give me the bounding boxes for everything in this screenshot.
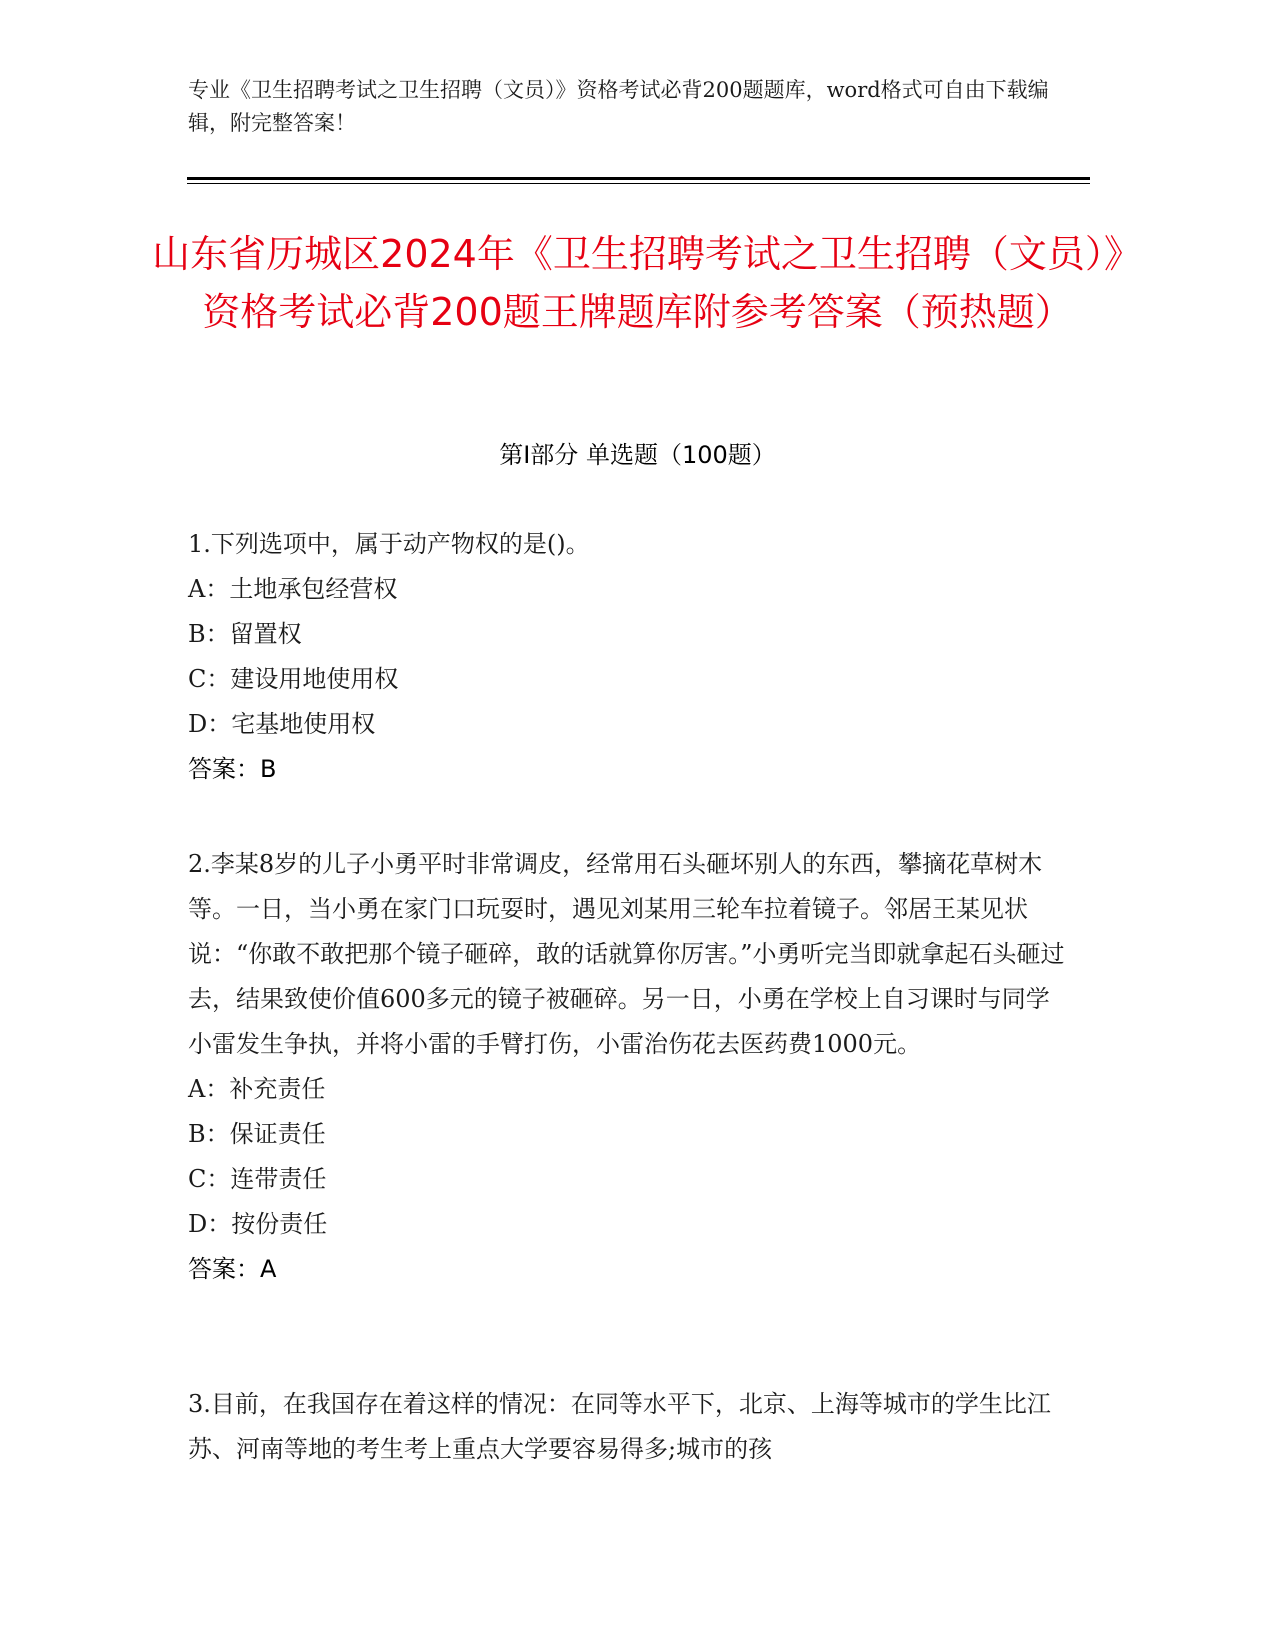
section-title: 第Ⅰ部分 单选题（100题） bbox=[499, 441, 776, 469]
answer: 答案：A bbox=[188, 1255, 277, 1283]
question-1 bbox=[188, 522, 1068, 792]
question-stem: 3.目前，在我国存在着这样的情况：在同等水平下，北京、上海等城市的学生比江苏、河南等地的考生考上重点大学要容易得多;城市的孩 bbox=[188, 1390, 1051, 1463]
header-divider-thick bbox=[187, 177, 1090, 180]
question-2 bbox=[188, 842, 1068, 1292]
option-a: A：土地承包经营权 bbox=[188, 575, 398, 603]
question-stem: 2.李某8岁的儿子小勇平时非常调皮，经常用石头砸坏别人的东西，攀摘花草树木等。一日，当小勇在家门口玩耍时，遇见刘某用三轮车拉着镜子。邻居王某见状说：“你敢不敢把那个镜子砸碎，敢的话就算你厉害。”小勇听完当即就拿起石头砸过去，结果致使价值600多元的镜子被砸碎。另一日，小勇在学校上自习课时与同学小雷发生争执，并将小雷的手臂打伤，小雷治伤花去医药费1000元。 bbox=[188, 850, 1065, 1058]
document-title: 山东省历城区2024年《卫生招聘考试之卫生招聘（文员）》资格考试必背200题王牌题库附参考答案（预热题） bbox=[152, 232, 1123, 334]
option-a: A：补充责任 bbox=[188, 1075, 326, 1103]
option-d: D：宅基地使用权 bbox=[188, 710, 376, 738]
header-note: 专业《卫生招聘考试之卫生招聘（文员）》资格考试必背200题题库，word格式可自由下载编辑，附完整答案！ bbox=[188, 78, 1049, 135]
option-b: B：留置权 bbox=[188, 620, 302, 648]
option-c: C：建设用地使用权 bbox=[188, 665, 399, 693]
header-divider-thin bbox=[187, 183, 1090, 184]
question-3 bbox=[188, 1382, 1068, 1472]
option-b: B：保证责任 bbox=[188, 1120, 326, 1148]
answer: 答案：B bbox=[188, 755, 277, 783]
option-d: D：按份责任 bbox=[188, 1210, 328, 1238]
question-stem: 1.下列选项中，属于动产物权的是()。 bbox=[188, 530, 590, 558]
option-c: C：连带责任 bbox=[188, 1165, 327, 1193]
